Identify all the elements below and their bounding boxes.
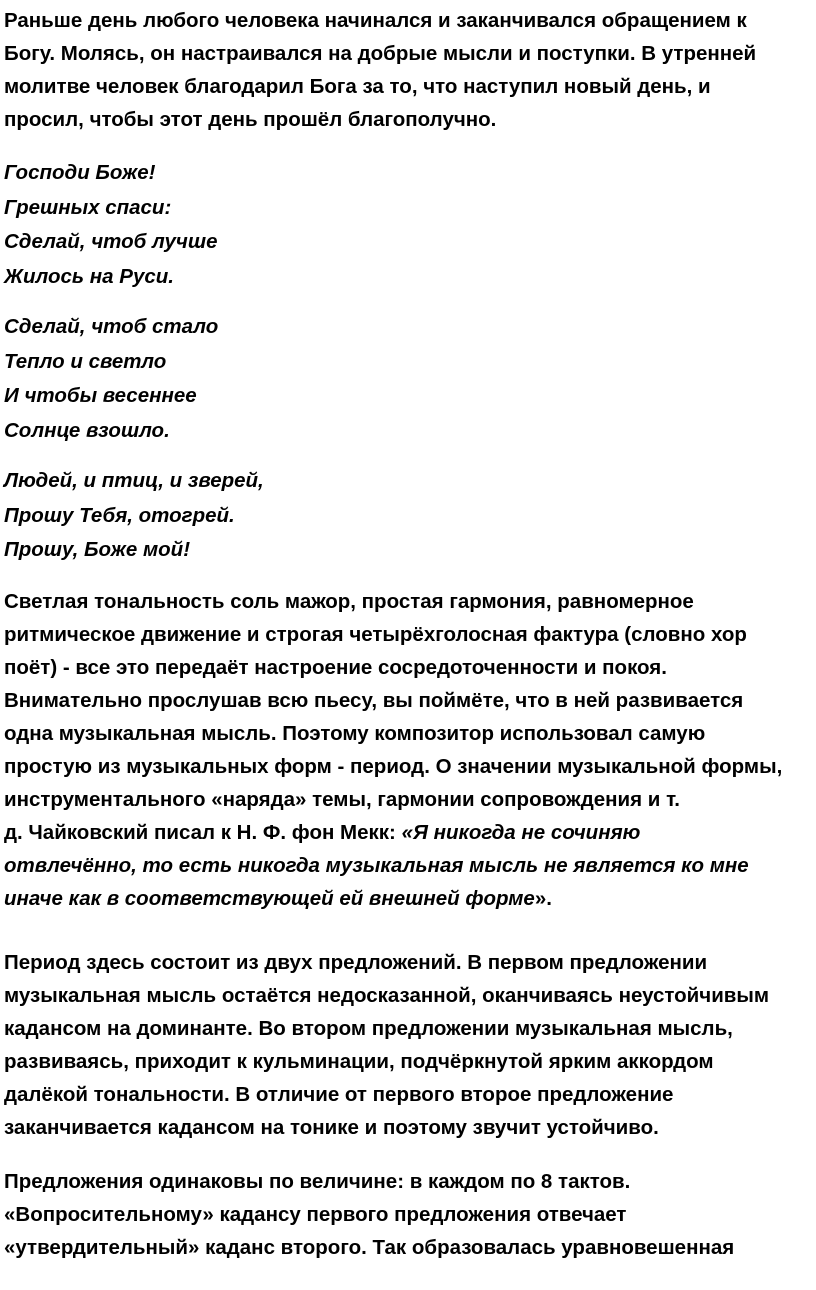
text-line bbox=[4, 882, 782, 915]
intro-paragraph bbox=[4, 4, 756, 136]
text-line: заканчивается кадансом на тонике и поэтому звучит устойчиво. bbox=[4, 1116, 659, 1139]
prayer-verse-2 bbox=[4, 310, 218, 448]
text-line: кадансом на доминанте. Во втором предложении музыкальная мысль, bbox=[4, 1017, 733, 1040]
text-line: Богу. Молясь, он настраивался на добрые мысли и поступки. В утренней bbox=[4, 42, 757, 65]
text-line: инструментального «наряда» темы, гармонии сопровождения и т. bbox=[4, 788, 680, 811]
text-line: одна музыкальная мысль. Поэтому композитор использовал самую bbox=[4, 722, 706, 745]
text-line: поёт) - все это передаёт настроение сосредоточенности и покоя. bbox=[4, 656, 667, 679]
verse-line: Господи Боже! bbox=[4, 161, 156, 184]
text-line: музыкальная мысль остаётся недосказанной, оканчиваясь неустойчивым bbox=[4, 984, 770, 1007]
text-fragment: д. Чайковский писал к Н. Ф. фон Мекк: bbox=[4, 821, 402, 844]
text-line: молитве человек благодарил Бога за то, что наступил новый день, и bbox=[4, 75, 711, 98]
text-line bbox=[4, 816, 782, 849]
text-line: Светлая тональность соль мажор, простая гармония, равномерное bbox=[4, 590, 694, 613]
verse-line: Грешных спаси: bbox=[4, 195, 172, 219]
text-line: ритмическое движение и строгая четырёхголосная фактура (словно хор bbox=[4, 623, 747, 646]
verse-line: Прошу Тебя, отогрей. bbox=[4, 503, 235, 527]
text-line: развиваясь, приходит к кульминации, подчёркнутой ярким аккордом bbox=[4, 1050, 714, 1073]
text-line: Период здесь состоит из двух предложений. В первом предложении bbox=[4, 951, 708, 974]
sentences-paragraph bbox=[4, 1165, 734, 1264]
quote-line: отвлечённо, то есть никогда музыкальная мысль не является ко мне bbox=[4, 854, 749, 877]
quote-fragment: «Я никогда не сочиняю bbox=[401, 821, 641, 844]
text-line: простую из музыкальных форм - период. О значении музыкальной формы, bbox=[4, 755, 783, 778]
tonality-paragraph bbox=[4, 585, 782, 915]
verse-line: Солнце взошло. bbox=[4, 418, 170, 442]
text-fragment: ». bbox=[534, 887, 552, 910]
text-line: «утвердительный» каданс второго. Так образовалась уравновешенная bbox=[4, 1236, 735, 1259]
prayer-verse-1 bbox=[4, 156, 217, 294]
verse-line: Прошу, Боже мой! bbox=[4, 538, 191, 561]
verse-line: Жилось на Руси. bbox=[4, 264, 174, 288]
prayer-verse-3 bbox=[4, 464, 264, 568]
verse-line: Людей, и птиц, и зверей, bbox=[4, 469, 264, 492]
verse-line: Сделай, чтоб стало bbox=[4, 315, 219, 338]
text-line: Внимательно прослушав всю пьесу, вы поймёте, что в ней развивается bbox=[4, 689, 744, 712]
text-line: Раньше день любого человека начинался и заканчивался обращением к bbox=[4, 9, 747, 32]
text-line: просил, чтобы этот день прошёл благополучно. bbox=[4, 108, 497, 131]
period-paragraph bbox=[4, 946, 769, 1144]
verse-line: И чтобы весеннее bbox=[4, 384, 197, 407]
quote-fragment: иначе как в соответствующей ей внешней форме bbox=[4, 887, 535, 910]
text-line: Предложения одинаковы по величине: в каждом по 8 тактов. bbox=[4, 1170, 631, 1193]
verse-line: Тепло и светло bbox=[4, 349, 167, 373]
text-line: далёкой тональности. В отличие от первого второе предложение bbox=[4, 1083, 674, 1106]
text-line: «Вопросительному» кадансу первого предложения отвечает bbox=[4, 1203, 627, 1226]
verse-line: Сделай, чтоб лучше bbox=[4, 230, 218, 253]
